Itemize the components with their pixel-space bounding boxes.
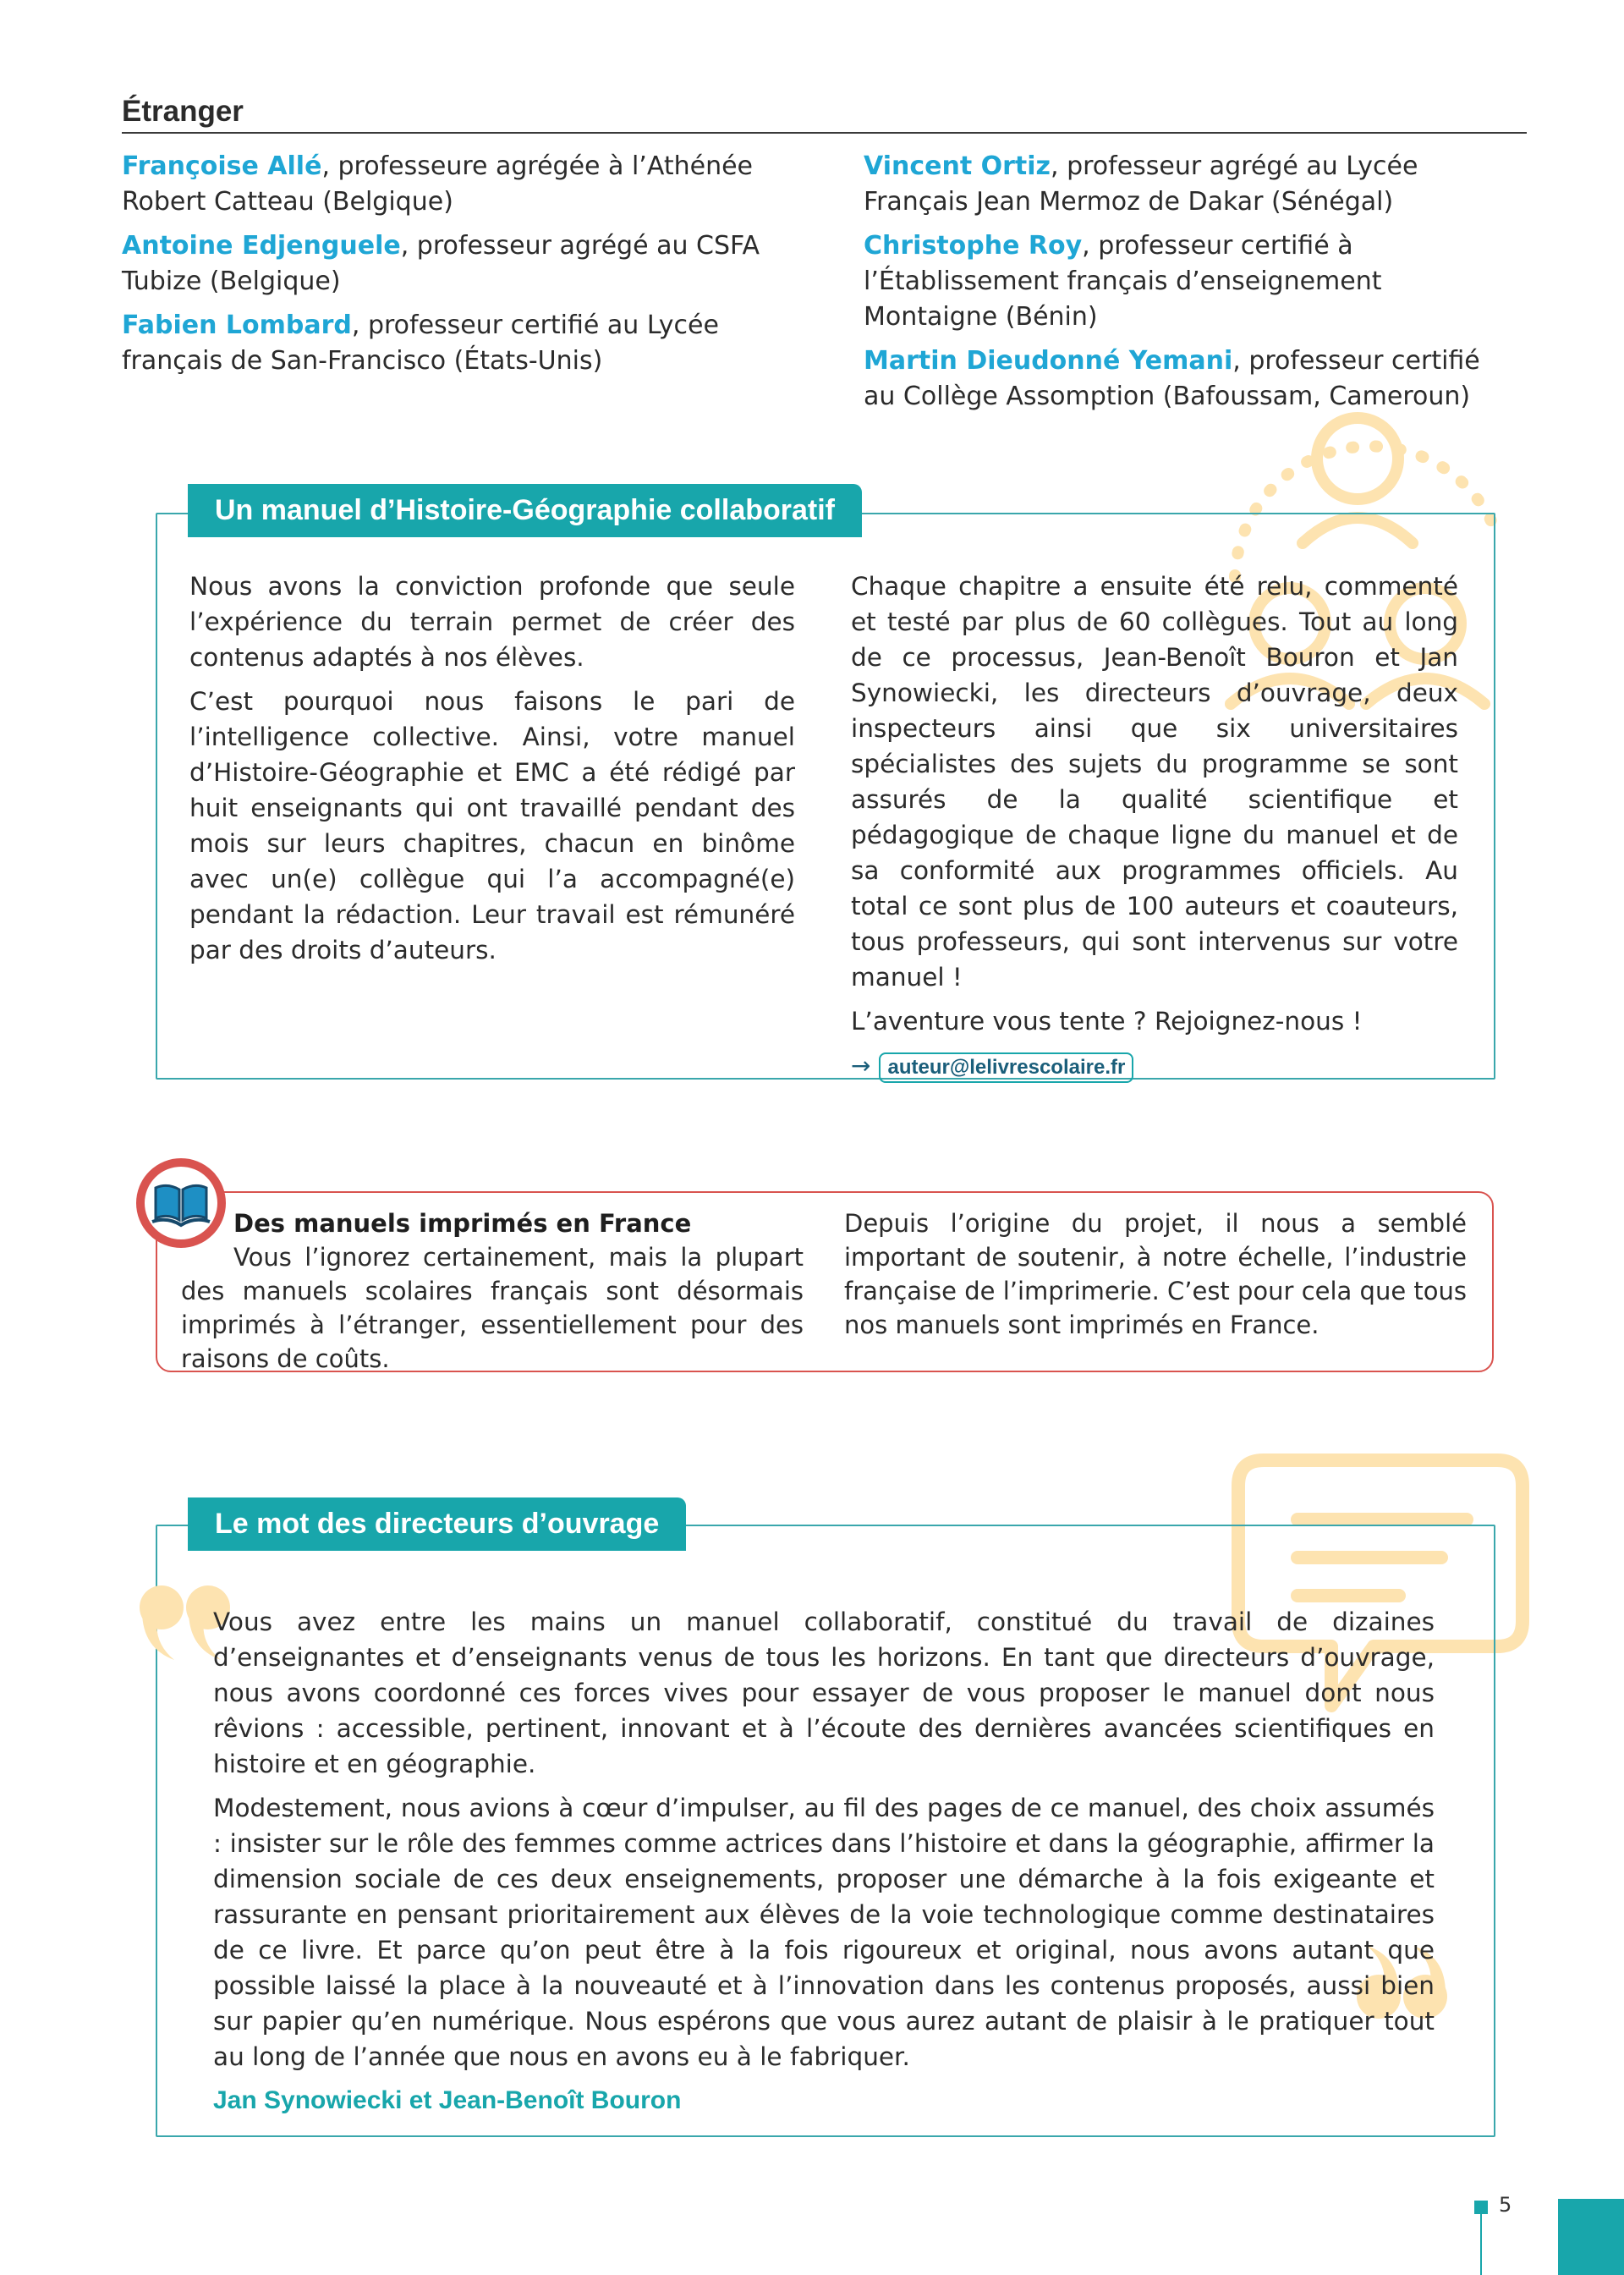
page-number: 5 [1499, 2193, 1512, 2217]
contributor-entry [864, 343, 1515, 415]
collaborative-right-column [851, 569, 1458, 1084]
contributor-description: , professeur agrégé au Lycée Français Jean Mermoz de Dakar (Sénégal) [864, 151, 1418, 217]
printed-left-column [181, 1206, 804, 1376]
page-marker-line [1480, 2214, 1482, 2275]
contributor-name: Antoine Edjenguele [122, 231, 401, 261]
paragraph: C’est pourquoi nous faisons le pari de l’intelligence collective. Ainsi, votre manuel d’Histoire-Géographie et EMC a été rédigé par huit enseignants qui ont travaillé pendant des mois sur leurs chapitres, chacun en binôme avec un(e) collègue qui l’a accompagné(e) pendant la rédaction. Leur travail est rémunéré par des droits d’auteurs. [189, 687, 795, 964]
contributor-name: Françoise Allé [122, 151, 322, 181]
section-title-etranger: Étranger [122, 95, 244, 128]
contributor-description: , professeur certifié au Collège Assomption (Bafoussam, Cameroun) [864, 346, 1480, 411]
email-link[interactable]: auteur@lelivrescolaire.fr [879, 1052, 1133, 1083]
paragraph: Modestement, nous avions à cœur d’impulser, au fil des pages de ce manuel, des choix assumés : insister sur le rôle des femmes comme actrices dans l’histoire et dans la géographie, affirmer la dimension sociale de ces deux enseignements, proposer une démarche à la fois exigeante et rassurante en pensant prioritairement aux élèves de la voie technologique comme destinataires de ce livre. Et parce qu’on peut être à la fois rigoureux et original, nous avons autant que possible laissé la place à la nouveauté et à l’innovation dans les contenus proposés, aussi bien sur papier qu’en numérique. Nous espérons que vous aurez autant de plaisir à le pratiquer tout au long de l’année que nous en avons eu à le fabriquer. [213, 1794, 1435, 2071]
contributor-name: Martin Dieudonné Yemani [864, 346, 1233, 376]
contributor-name: Fabien Lombard [122, 310, 352, 340]
paragraph: Chaque chapitre a ensuite été relu, commenté et testé par plus de 60 collègues. Tout au long de ce processus, Jean-Benoît Bouron et Jan Synowiecki, les directeurs d’ouvrage, deux inspecteurs ainsi que six universitaires spécialistes des sujets du programme se sont assurés de la qualité scientifique et pédagogique de chaque ligne du manuel et de sa conformité aux programmes officiels. Au total ce sont plus de 100 auteurs et coauteurs, tous professeurs, qui sont intervenus sur votre manuel ! [851, 572, 1458, 992]
email-row [851, 1047, 1458, 1084]
paragraph: Vous avez entre les mains un manuel collaboratif, constitué du travail de dizaines d’enseignantes et d’enseignants venus de tous les horizons. En tant que directeurs d’ouvrage, nous avons coordonné ces forces vives pour essayer de vous proposer le manuel dont nous rêvions : accessible, pertinent, innovant et à l’écoute des dernières avancées scientifiques en histoire et en géographie. [213, 1607, 1435, 1778]
contributor-description: , professeur certifié au Lycée français de San-Francisco (États-Unis) [122, 310, 719, 376]
collaborative-left-column [189, 569, 795, 976]
contributor-entry [122, 149, 815, 220]
directors-box-title: Le mot des directeurs d’ouvrage [188, 1497, 686, 1551]
contributor-entry [122, 308, 815, 379]
contributor-description: , professeure agrégée à l’Athénée Robert Catteau (Belgique) [122, 151, 753, 217]
contributors-right-column [864, 149, 1515, 423]
corner-tab [1558, 2199, 1624, 2275]
contributor-description: , professeur certifié à l’Établissement français d’enseignement Montaigne (Bénin) [864, 231, 1382, 332]
signature: Jan Synowiecki et Jean-Benoît Bouron [213, 2086, 682, 2114]
directors-text [213, 1604, 1435, 2118]
contributor-name: Christophe Roy [864, 231, 1083, 261]
printed-title: Des manuels imprimés en France [233, 1209, 692, 1238]
collaborative-box-title: Un manuel d’Histoire-Géographie collaboratif [188, 484, 862, 537]
printed-right-column [844, 1206, 1467, 1342]
arrow-right-icon: → [851, 1052, 871, 1080]
contributor-description: , professeur agrégé au CSFA Tubize (Belgique) [122, 231, 760, 296]
paragraph: L’aventure vous tente ? Rejoignez-nous ! [851, 1007, 1363, 1036]
section-divider [122, 132, 1527, 134]
contributor-entry [864, 149, 1515, 220]
contributor-entry [122, 228, 815, 299]
contributor-entry [864, 228, 1515, 335]
page-marker [1474, 2201, 1488, 2214]
paragraph: Depuis l’origine du projet, il nous a semblé important de soutenir, à notre échelle, l’industrie française de l’imprimerie. C’est pour cela que tous nos manuels sont imprimés en France. [844, 1209, 1467, 1339]
contributor-name: Vincent Ortiz [864, 151, 1051, 181]
paragraph: Nous avons la conviction profonde que seule l’expérience du terrain permet de créer des contenus adaptés à nos élèves. [189, 572, 795, 672]
contributors-left-column [122, 149, 815, 387]
paragraph: Vous l’ignorez certainement, mais la plupart des manuels scolaires français sont désormais imprimés à l’étranger, essentiellement pour des raisons de coûts. [181, 1243, 804, 1373]
